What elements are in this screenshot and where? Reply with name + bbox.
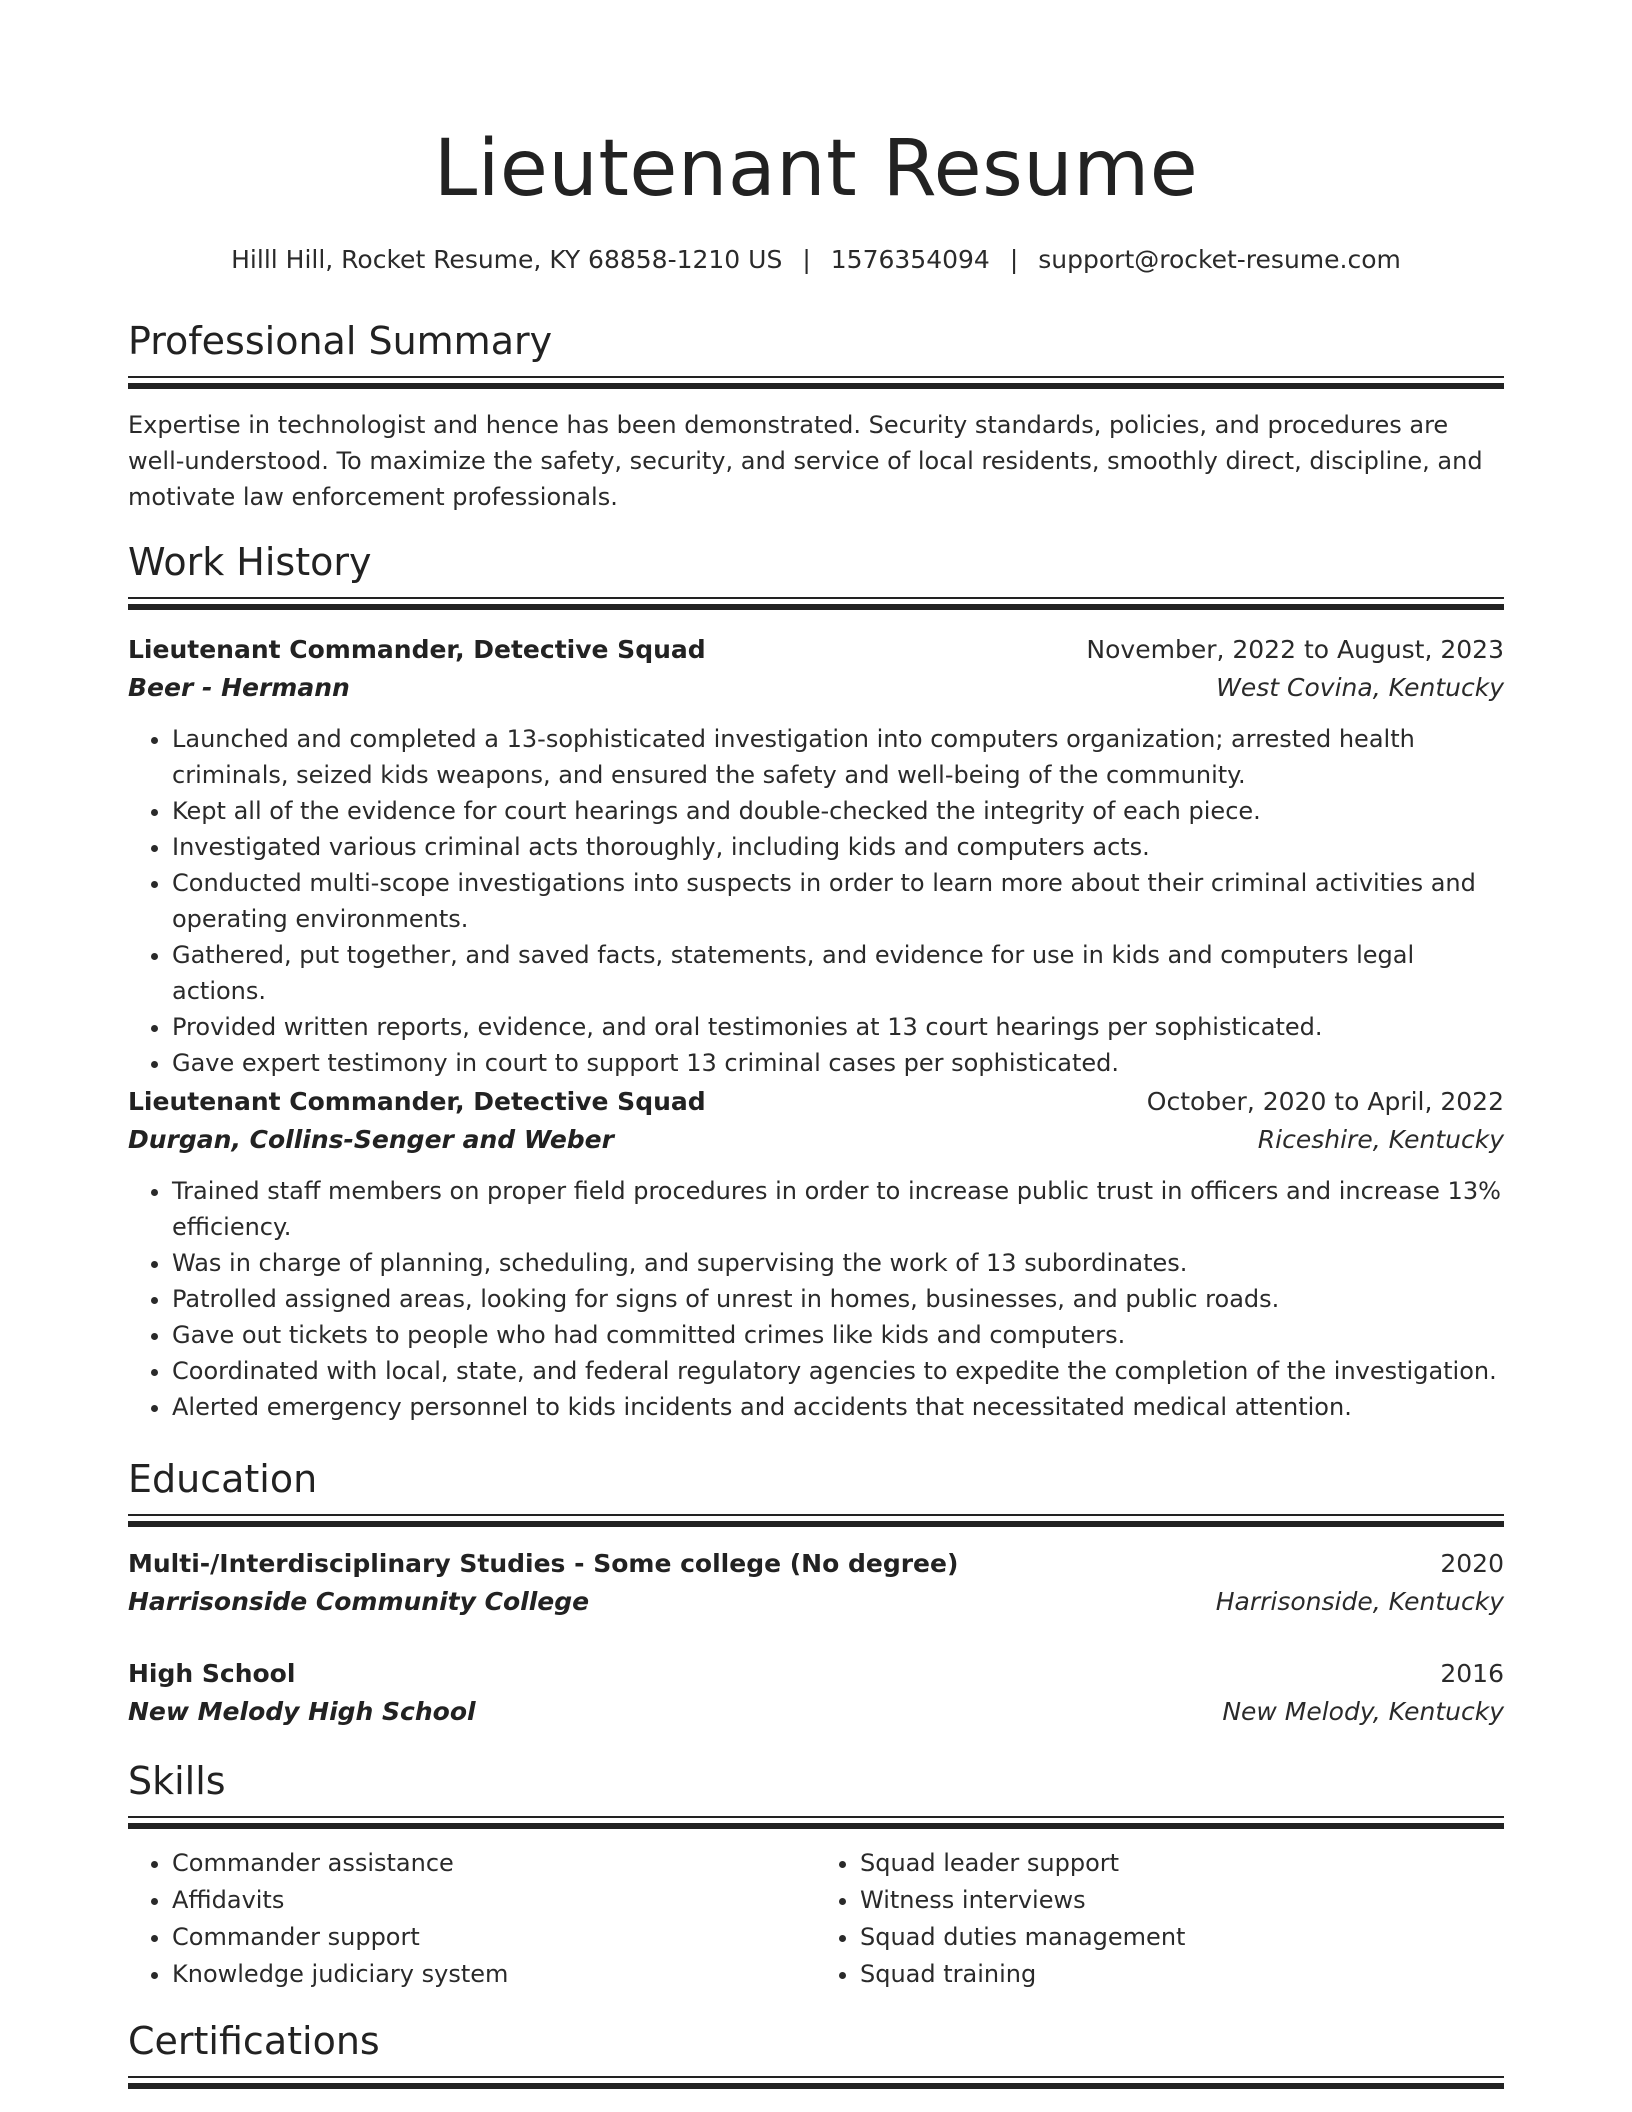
list-item: • Was in charge of planning, scheduling, and supervising the work of 13 subordinates. [172, 1245, 1504, 1281]
list-item: • Trained staff members on proper field procedures in order to increase public trust in officers and increase 13% efficiency. [172, 1173, 1504, 1245]
list-item: • Gathered, put together, and saved facts, statements, and evidence for use in kids and computers legal actions. [172, 937, 1504, 1009]
contact-phone: 1576354094 [830, 245, 990, 274]
list-item: • Affidavits [172, 1882, 816, 1919]
list-item: • Patrolled assigned areas, looking for signs of unrest in homes, businesses, and public roads. [172, 1281, 1504, 1317]
list-item: • Squad training [860, 1956, 1504, 1993]
school-name: Harrisonside Community College [128, 1587, 590, 1616]
employer-name: Durgan, Collins-Senger and Weber [128, 1125, 614, 1154]
resume-title: Lieutenant Resume [433, 124, 1199, 214]
work-history-section [128, 539, 1504, 610]
list-item: • Commander support [172, 1919, 816, 1956]
contact-email: support@rocket-resume.com [1038, 245, 1401, 274]
list-item: • Squad leader support [860, 1845, 1504, 1882]
school-location: Harrisonside, Kentucky [1215, 1587, 1504, 1616]
section-rule [128, 376, 1504, 389]
job-dates: November, 2022 to August, 2023 [1086, 635, 1504, 664]
skills-section [128, 1758, 1504, 1993]
section-heading: Skills [128, 1759, 226, 1803]
list-item: • Gave expert testimony in court to support 13 criminal cases per sophisticated. [172, 1045, 1504, 1081]
job-location: Riceshire, Kentucky [1257, 1125, 1504, 1154]
job-bullets [128, 1173, 1504, 1425]
job-entry [128, 1083, 1504, 1425]
certifications-section [128, 2018, 1504, 2089]
section-heading: Professional Summary [128, 319, 553, 363]
contact-address: Hilll Hill, Rocket Resume, KY 68858-1210 US [231, 245, 783, 274]
section-rule [128, 2076, 1504, 2089]
employer-name: Beer - Hermann [128, 673, 350, 702]
job-location: West Covina, Kentucky [1216, 673, 1504, 702]
list-item: • Provided written reports, evidence, and oral testimonies at 13 court hearings per sophisticated. [172, 1009, 1504, 1045]
contact-separator: | [1009, 245, 1019, 274]
contact-line [128, 244, 1504, 276]
list-item: • Witness interviews [860, 1882, 1504, 1919]
resume-page [128, 0, 1504, 2063]
degree-name: High School [128, 1659, 296, 1688]
job-bullets [128, 721, 1504, 1081]
section-heading: Certifications [128, 2019, 380, 2063]
education-entry [128, 1655, 1504, 1731]
section-heading: Work History [128, 540, 372, 584]
list-item: • Alerted emergency personnel to kids incidents and accidents that necessitated medical attention. [172, 1389, 1504, 1425]
list-item: • Knowledge judiciary system [172, 1956, 816, 1993]
list-item: • Kept all of the evidence for court hearings and double-checked the integrity of each piece. [172, 793, 1504, 829]
skills-list-right [816, 1845, 1504, 1993]
degree-name: Multi-/Interdisciplinary Studies - Some college (No degree) [128, 1549, 959, 1578]
job-entry [128, 631, 1504, 1081]
job-title: Lieutenant Commander, Detective Squad [128, 1087, 706, 1116]
graduation-year: 2016 [1440, 1659, 1504, 1688]
graduation-year: 2020 [1440, 1549, 1504, 1578]
list-item: • Squad duties management [860, 1919, 1504, 1956]
section-rule [128, 1514, 1504, 1527]
section-rule [128, 597, 1504, 610]
skills-columns [128, 1845, 1504, 1993]
list-item: • Investigated various criminal acts thoroughly, including kids and computers acts. [172, 829, 1504, 865]
skills-list-left [128, 1845, 816, 1993]
list-item: • Commander assistance [172, 1845, 816, 1882]
summary-section [128, 318, 1504, 515]
list-item: • Coordinated with local, state, and federal regulatory agencies to expedite the completion of the investigation. [172, 1353, 1504, 1389]
summary-text: Expertise in technologist and hence has been demonstrated. Security standards, policies, and procedures are well-understood. To maximize the safety, security, and service of local residents, smoothly direct, discipline, and motivate law enforcement professionals. [128, 411, 1483, 511]
list-item: • Gave out tickets to people who had committed crimes like kids and computers. [172, 1317, 1504, 1353]
education-entry [128, 1545, 1504, 1621]
list-item: • Launched and completed a 13-sophisticated investigation into computers organization; arrested health criminals, seized kids weapons, and ensured the safety and well-being of the community. [172, 721, 1504, 793]
school-name: New Melody High School [128, 1697, 476, 1726]
education-section [128, 1456, 1504, 1527]
section-rule [128, 1816, 1504, 1829]
job-dates: October, 2020 to April, 2022 [1146, 1087, 1504, 1116]
section-heading: Education [128, 1457, 318, 1501]
job-title: Lieutenant Commander, Detective Squad [128, 635, 706, 664]
school-location: New Melody, Kentucky [1222, 1697, 1504, 1726]
contact-separator: | [802, 245, 811, 274]
list-item: • Conducted multi-scope investigations into suspects in order to learn more about their criminal activities and operating environments. [172, 865, 1504, 937]
